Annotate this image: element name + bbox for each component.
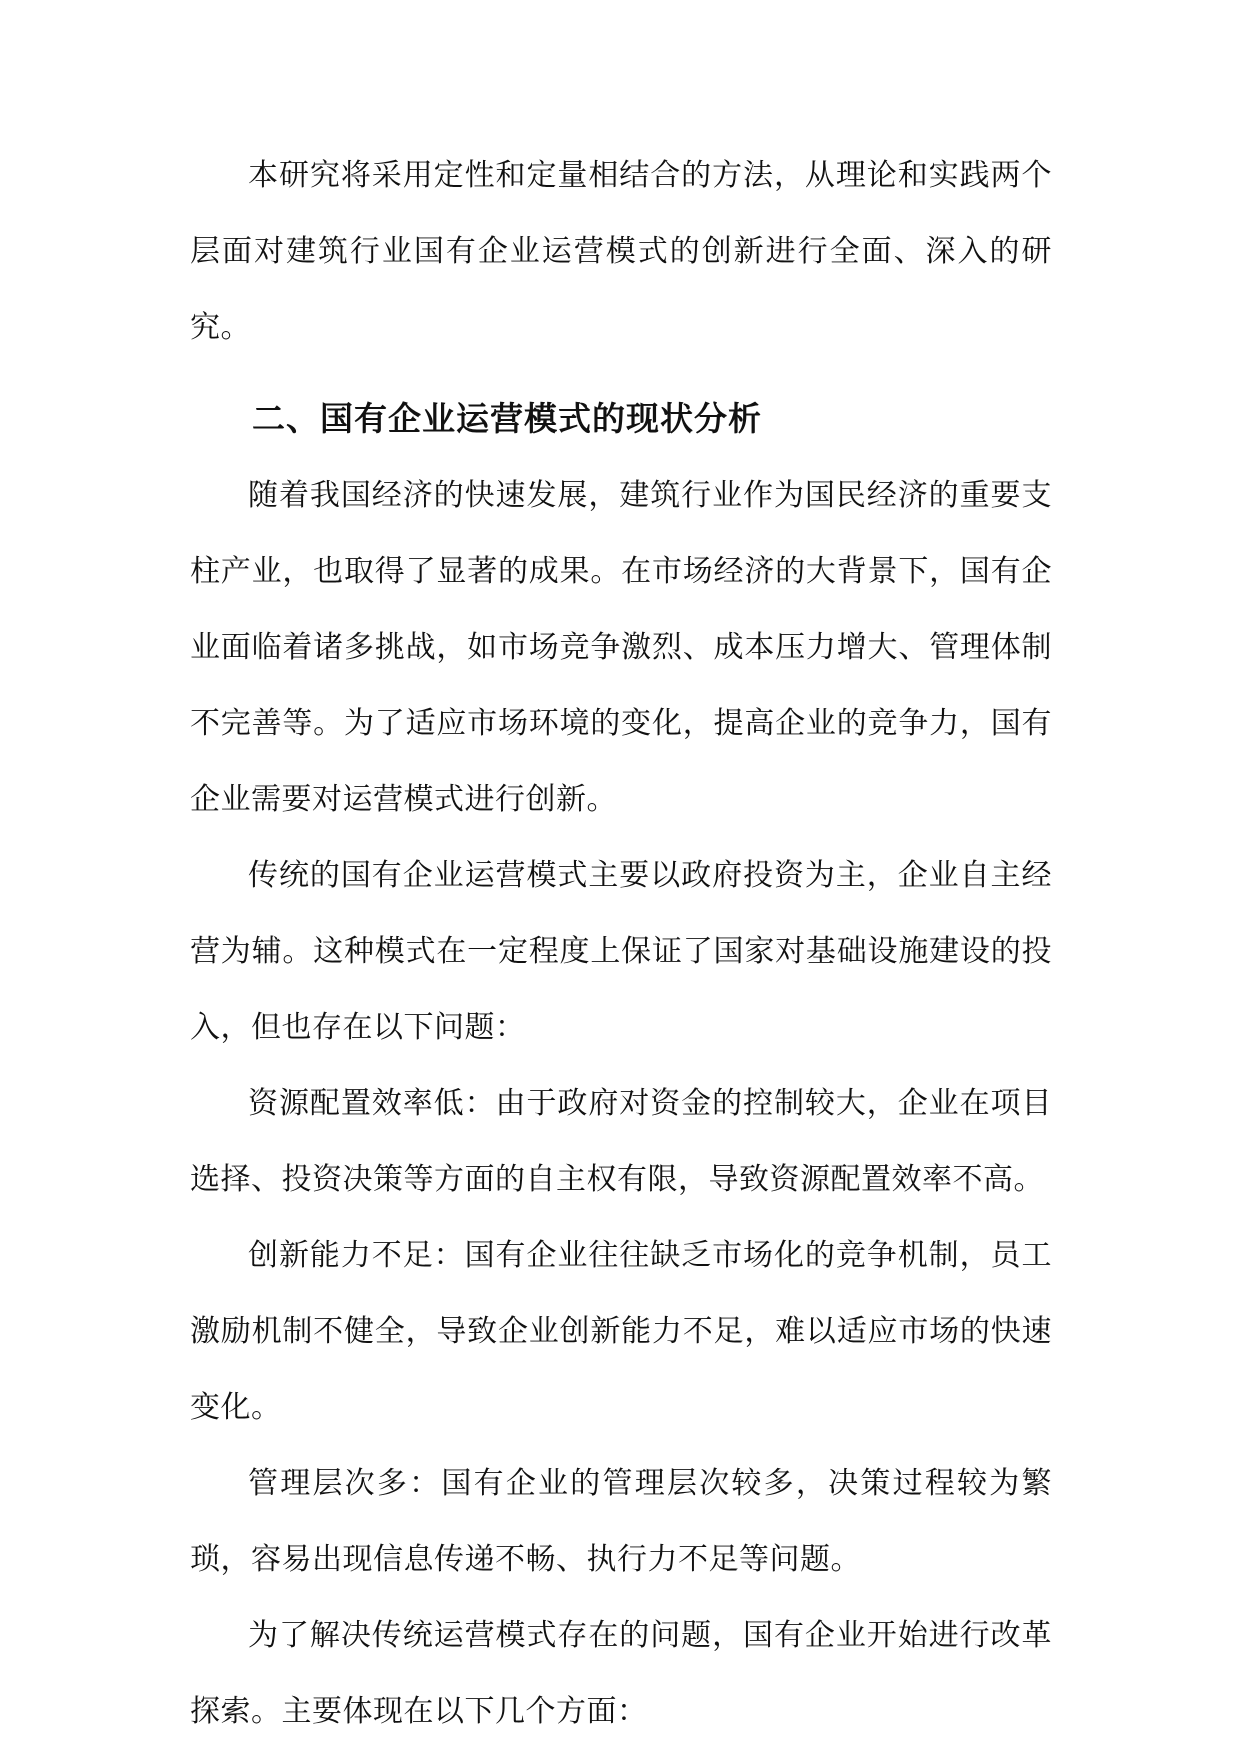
- body-paragraph: 资源配置效率低：由于政府对资金的控制较大，企业在项目选择、投资决策等方面的自主权有限，导致资源配置效率不高。: [190, 1086, 1052, 1197]
- body-paragraph: 随着我国经济的快速发展，建筑行业作为国民经济的重要支柱产业，也取得了显著的成果。在市场经济的大背景下，国有企业面临着诸多挑战，如市场竞争激烈、成本压力增大、管理体制不完善等。为了适应市场环境的变化，提高企业的竞争力，国有企业需要对运营模式进行创新。: [190, 478, 1052, 817]
- page-content: [190, 138, 1052, 1750]
- intro-paragraph: 本研究将采用定性和定量相结合的方法，从理论和实践两个层面对建筑行业国有企业运营模式的创新进行全面、深入的研究。: [190, 158, 1052, 345]
- body-paragraph: 创新能力不足：国有企业往往缺乏市场化的竞争机制，员工激励机制不健全，导致企业创新能力不足，难以适应市场的快速变化。: [190, 1238, 1052, 1425]
- body-paragraph: 传统的国有企业运营模式主要以政府投资为主，企业自主经营为辅。这种模式在一定程度上保证了国家对基础设施建设的投入，但也存在以下问题：: [190, 858, 1052, 1045]
- section-heading: 二、国有企业运营模式的现状分析: [252, 399, 762, 438]
- body-paragraph: 管理层次多：国有企业的管理层次较多，决策过程较为繁琐，容易出现信息传递不畅、执行力不足等问题。: [190, 1466, 1052, 1577]
- body-paragraph: 为了解决传统运营模式存在的问题，国有企业开始进行改革探索。主要体现在以下几个方面：: [190, 1618, 1052, 1729]
